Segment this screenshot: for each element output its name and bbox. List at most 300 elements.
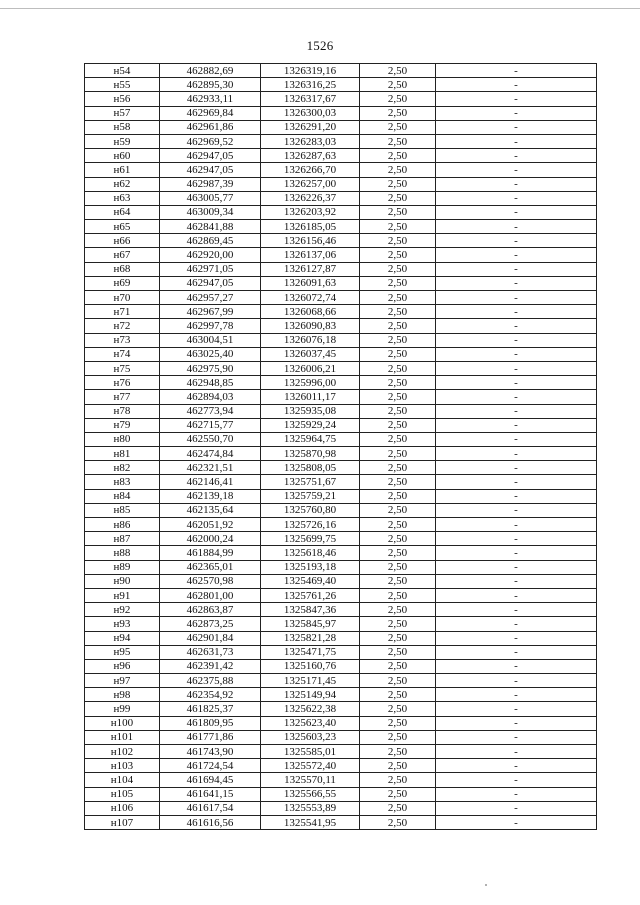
x-coordinate-cell: 462869,45 bbox=[160, 234, 261, 248]
description-cell: - bbox=[436, 191, 597, 205]
x-coordinate-cell: 461617,54 bbox=[160, 801, 261, 815]
accuracy-cell: 2,50 bbox=[360, 92, 436, 106]
accuracy-cell: 2,50 bbox=[360, 205, 436, 219]
description-cell: - bbox=[436, 659, 597, 673]
description-cell: - bbox=[436, 106, 597, 120]
x-coordinate-cell: 462987,39 bbox=[160, 177, 261, 191]
x-coordinate-cell: 462550,70 bbox=[160, 432, 261, 446]
point-id-cell: н82 bbox=[85, 461, 160, 475]
table-row bbox=[85, 220, 597, 234]
point-id-cell: н75 bbox=[85, 361, 160, 375]
y-coordinate-cell: 1325821,28 bbox=[261, 631, 360, 645]
coordinates-table bbox=[84, 63, 597, 830]
y-coordinate-cell: 1326266,70 bbox=[261, 163, 360, 177]
table-row bbox=[85, 702, 597, 716]
point-id-cell: н72 bbox=[85, 319, 160, 333]
x-coordinate-cell: 462895,30 bbox=[160, 78, 261, 92]
y-coordinate-cell: 1325171,45 bbox=[261, 674, 360, 688]
accuracy-cell: 2,50 bbox=[360, 518, 436, 532]
accuracy-cell: 2,50 bbox=[360, 78, 436, 92]
x-coordinate-cell: 462947,05 bbox=[160, 149, 261, 163]
x-coordinate-cell: 462894,03 bbox=[160, 390, 261, 404]
description-cell: - bbox=[436, 674, 597, 688]
y-coordinate-cell: 1326317,67 bbox=[261, 92, 360, 106]
point-id-cell: н60 bbox=[85, 149, 160, 163]
accuracy-cell: 2,50 bbox=[360, 659, 436, 673]
accuracy-cell: 2,50 bbox=[360, 603, 436, 617]
y-coordinate-cell: 1325759,21 bbox=[261, 489, 360, 503]
point-id-cell: н104 bbox=[85, 773, 160, 787]
accuracy-cell: 2,50 bbox=[360, 120, 436, 134]
description-cell: - bbox=[436, 248, 597, 262]
table-row bbox=[85, 461, 597, 475]
accuracy-cell: 2,50 bbox=[360, 347, 436, 361]
table-row bbox=[85, 787, 597, 801]
point-id-cell: н83 bbox=[85, 475, 160, 489]
table-row bbox=[85, 376, 597, 390]
table-row bbox=[85, 234, 597, 248]
point-id-cell: н57 bbox=[85, 106, 160, 120]
point-id-cell: н89 bbox=[85, 560, 160, 574]
description-cell: - bbox=[436, 447, 597, 461]
description-cell: - bbox=[436, 702, 597, 716]
point-id-cell: н103 bbox=[85, 759, 160, 773]
x-coordinate-cell: 462139,18 bbox=[160, 489, 261, 503]
accuracy-cell: 2,50 bbox=[360, 376, 436, 390]
point-id-cell: н71 bbox=[85, 305, 160, 319]
table-row bbox=[85, 106, 597, 120]
table-row bbox=[85, 503, 597, 517]
description-cell: - bbox=[436, 475, 597, 489]
accuracy-cell: 2,50 bbox=[360, 163, 436, 177]
x-coordinate-cell: 462715,77 bbox=[160, 418, 261, 432]
y-coordinate-cell: 1325808,05 bbox=[261, 461, 360, 475]
y-coordinate-cell: 1325935,08 bbox=[261, 404, 360, 418]
x-coordinate-cell: 462961,86 bbox=[160, 120, 261, 134]
accuracy-cell: 2,50 bbox=[360, 333, 436, 347]
y-coordinate-cell: 1326283,03 bbox=[261, 134, 360, 148]
y-coordinate-cell: 1325469,40 bbox=[261, 574, 360, 588]
table-row bbox=[85, 248, 597, 262]
x-coordinate-cell: 462631,73 bbox=[160, 645, 261, 659]
y-coordinate-cell: 1325622,38 bbox=[261, 702, 360, 716]
page-number: 1526 bbox=[306, 38, 334, 53]
x-coordinate-cell: 463004,51 bbox=[160, 333, 261, 347]
table-row bbox=[85, 532, 597, 546]
top-border-line bbox=[0, 8, 640, 9]
y-coordinate-cell: 1325870,98 bbox=[261, 447, 360, 461]
table-row bbox=[85, 801, 597, 815]
x-coordinate-cell: 463009,34 bbox=[160, 205, 261, 219]
table-row bbox=[85, 674, 597, 688]
y-coordinate-cell: 1325623,40 bbox=[261, 716, 360, 730]
point-id-cell: н84 bbox=[85, 489, 160, 503]
table-row bbox=[85, 319, 597, 333]
table-row bbox=[85, 688, 597, 702]
point-id-cell: н68 bbox=[85, 262, 160, 276]
y-coordinate-cell: 1325541,95 bbox=[261, 815, 360, 829]
accuracy-cell: 2,50 bbox=[360, 262, 436, 276]
description-cell: - bbox=[436, 787, 597, 801]
y-coordinate-cell: 1325699,75 bbox=[261, 532, 360, 546]
table-row bbox=[85, 177, 597, 191]
point-id-cell: н96 bbox=[85, 659, 160, 673]
description-cell: - bbox=[436, 631, 597, 645]
point-id-cell: н78 bbox=[85, 404, 160, 418]
y-coordinate-cell: 1326203,92 bbox=[261, 205, 360, 219]
y-coordinate-cell: 1326291,20 bbox=[261, 120, 360, 134]
description-cell: - bbox=[436, 489, 597, 503]
table-row bbox=[85, 659, 597, 673]
x-coordinate-cell: 461641,15 bbox=[160, 787, 261, 801]
x-coordinate-cell: 462947,05 bbox=[160, 276, 261, 290]
table-row bbox=[85, 447, 597, 461]
table-row bbox=[85, 546, 597, 560]
description-cell: - bbox=[436, 574, 597, 588]
point-id-cell: н54 bbox=[85, 64, 160, 78]
point-id-cell: н87 bbox=[85, 532, 160, 546]
description-cell: - bbox=[436, 177, 597, 191]
point-id-cell: н90 bbox=[85, 574, 160, 588]
y-coordinate-cell: 1325570,11 bbox=[261, 773, 360, 787]
y-coordinate-cell: 1325572,40 bbox=[261, 759, 360, 773]
description-cell: - bbox=[436, 404, 597, 418]
table-row bbox=[85, 305, 597, 319]
y-coordinate-cell: 1326226,37 bbox=[261, 191, 360, 205]
description-cell: - bbox=[436, 319, 597, 333]
table-row bbox=[85, 390, 597, 404]
table-row bbox=[85, 560, 597, 574]
x-coordinate-cell: 461743,90 bbox=[160, 745, 261, 759]
description-cell: - bbox=[436, 745, 597, 759]
y-coordinate-cell: 1326257,00 bbox=[261, 177, 360, 191]
x-coordinate-cell: 461809,95 bbox=[160, 716, 261, 730]
table-row bbox=[85, 361, 597, 375]
table-row bbox=[85, 475, 597, 489]
accuracy-cell: 2,50 bbox=[360, 815, 436, 829]
point-id-cell: н56 bbox=[85, 92, 160, 106]
description-cell: - bbox=[436, 759, 597, 773]
description-cell: - bbox=[436, 645, 597, 659]
y-coordinate-cell: 1326300,03 bbox=[261, 106, 360, 120]
point-id-cell: н97 bbox=[85, 674, 160, 688]
table-row bbox=[85, 617, 597, 631]
x-coordinate-cell: 461884,99 bbox=[160, 546, 261, 560]
accuracy-cell: 2,50 bbox=[360, 588, 436, 602]
accuracy-cell: 2,50 bbox=[360, 801, 436, 815]
table-row bbox=[85, 518, 597, 532]
x-coordinate-cell: 462321,51 bbox=[160, 461, 261, 475]
accuracy-cell: 2,50 bbox=[360, 475, 436, 489]
y-coordinate-cell: 1326011,17 bbox=[261, 390, 360, 404]
table-row bbox=[85, 291, 597, 305]
accuracy-cell: 2,50 bbox=[360, 305, 436, 319]
x-coordinate-cell: 461694,45 bbox=[160, 773, 261, 787]
point-id-cell: н101 bbox=[85, 730, 160, 744]
point-id-cell: н86 bbox=[85, 518, 160, 532]
point-id-cell: н80 bbox=[85, 432, 160, 446]
point-id-cell: н91 bbox=[85, 588, 160, 602]
table-row bbox=[85, 333, 597, 347]
point-id-cell: н62 bbox=[85, 177, 160, 191]
x-coordinate-cell: 462920,00 bbox=[160, 248, 261, 262]
x-coordinate-cell: 462863,87 bbox=[160, 603, 261, 617]
x-coordinate-cell: 462474,84 bbox=[160, 447, 261, 461]
table-row bbox=[85, 588, 597, 602]
point-id-cell: н98 bbox=[85, 688, 160, 702]
point-id-cell: н105 bbox=[85, 787, 160, 801]
accuracy-cell: 2,50 bbox=[360, 234, 436, 248]
y-coordinate-cell: 1325996,00 bbox=[261, 376, 360, 390]
table-row bbox=[85, 815, 597, 829]
x-coordinate-cell: 462570,98 bbox=[160, 574, 261, 588]
x-coordinate-cell: 462882,69 bbox=[160, 64, 261, 78]
table-row bbox=[85, 92, 597, 106]
accuracy-cell: 2,50 bbox=[360, 688, 436, 702]
description-cell: - bbox=[436, 730, 597, 744]
accuracy-cell: 2,50 bbox=[360, 787, 436, 801]
accuracy-cell: 2,50 bbox=[360, 674, 436, 688]
y-coordinate-cell: 1325149,94 bbox=[261, 688, 360, 702]
accuracy-cell: 2,50 bbox=[360, 291, 436, 305]
table-row bbox=[85, 432, 597, 446]
y-coordinate-cell: 1326185,05 bbox=[261, 220, 360, 234]
point-id-cell: н107 bbox=[85, 815, 160, 829]
x-coordinate-cell: 462873,25 bbox=[160, 617, 261, 631]
description-cell: - bbox=[436, 64, 597, 78]
x-coordinate-cell: 462841,88 bbox=[160, 220, 261, 234]
y-coordinate-cell: 1325566,55 bbox=[261, 787, 360, 801]
description-cell: - bbox=[436, 92, 597, 106]
description-cell: - bbox=[436, 588, 597, 602]
accuracy-cell: 2,50 bbox=[360, 390, 436, 404]
table-row bbox=[85, 716, 597, 730]
point-id-cell: н64 bbox=[85, 205, 160, 219]
table-row bbox=[85, 730, 597, 744]
description-cell: - bbox=[436, 163, 597, 177]
point-id-cell: н95 bbox=[85, 645, 160, 659]
x-coordinate-cell: 462354,92 bbox=[160, 688, 261, 702]
accuracy-cell: 2,50 bbox=[360, 461, 436, 475]
x-coordinate-cell: 462969,84 bbox=[160, 106, 261, 120]
description-cell: - bbox=[436, 716, 597, 730]
description-cell: - bbox=[436, 78, 597, 92]
table-row bbox=[85, 149, 597, 163]
point-id-cell: н73 bbox=[85, 333, 160, 347]
point-id-cell: н66 bbox=[85, 234, 160, 248]
point-id-cell: н106 bbox=[85, 801, 160, 815]
y-coordinate-cell: 1325585,01 bbox=[261, 745, 360, 759]
description-cell: - bbox=[436, 291, 597, 305]
description-cell: - bbox=[436, 432, 597, 446]
accuracy-cell: 2,50 bbox=[360, 560, 436, 574]
description-cell: - bbox=[436, 149, 597, 163]
description-cell: - bbox=[436, 560, 597, 574]
description-cell: - bbox=[436, 333, 597, 347]
description-cell: - bbox=[436, 276, 597, 290]
accuracy-cell: 2,50 bbox=[360, 702, 436, 716]
accuracy-cell: 2,50 bbox=[360, 574, 436, 588]
table-row bbox=[85, 418, 597, 432]
accuracy-cell: 2,50 bbox=[360, 276, 436, 290]
accuracy-cell: 2,50 bbox=[360, 191, 436, 205]
x-coordinate-cell: 461724,54 bbox=[160, 759, 261, 773]
accuracy-cell: 2,50 bbox=[360, 319, 436, 333]
y-coordinate-cell: 1325761,26 bbox=[261, 588, 360, 602]
y-coordinate-cell: 1326091,63 bbox=[261, 276, 360, 290]
point-id-cell: н69 bbox=[85, 276, 160, 290]
x-coordinate-cell: 463025,40 bbox=[160, 347, 261, 361]
accuracy-cell: 2,50 bbox=[360, 745, 436, 759]
description-cell: - bbox=[436, 361, 597, 375]
point-id-cell: н59 bbox=[85, 134, 160, 148]
description-cell: - bbox=[436, 688, 597, 702]
point-id-cell: н74 bbox=[85, 347, 160, 361]
x-coordinate-cell: 462773,94 bbox=[160, 404, 261, 418]
description-cell: - bbox=[436, 773, 597, 787]
point-id-cell: н102 bbox=[85, 745, 160, 759]
coordinates-table-body bbox=[85, 64, 597, 830]
point-id-cell: н88 bbox=[85, 546, 160, 560]
point-id-cell: н61 bbox=[85, 163, 160, 177]
description-cell: - bbox=[436, 617, 597, 631]
x-coordinate-cell: 462375,88 bbox=[160, 674, 261, 688]
description-cell: - bbox=[436, 390, 597, 404]
accuracy-cell: 2,50 bbox=[360, 716, 436, 730]
point-id-cell: н67 bbox=[85, 248, 160, 262]
accuracy-cell: 2,50 bbox=[360, 617, 436, 631]
point-id-cell: н76 bbox=[85, 376, 160, 390]
x-coordinate-cell: 461771,86 bbox=[160, 730, 261, 744]
accuracy-cell: 2,50 bbox=[360, 404, 436, 418]
x-coordinate-cell: 463005,77 bbox=[160, 191, 261, 205]
description-cell: - bbox=[436, 801, 597, 815]
x-coordinate-cell: 462957,27 bbox=[160, 291, 261, 305]
x-coordinate-cell: 462051,92 bbox=[160, 518, 261, 532]
description-cell: - bbox=[436, 347, 597, 361]
accuracy-cell: 2,50 bbox=[360, 418, 436, 432]
point-id-cell: н77 bbox=[85, 390, 160, 404]
y-coordinate-cell: 1325964,75 bbox=[261, 432, 360, 446]
accuracy-cell: 2,50 bbox=[360, 248, 436, 262]
x-coordinate-cell: 462969,52 bbox=[160, 134, 261, 148]
description-cell: - bbox=[436, 120, 597, 134]
table-row bbox=[85, 205, 597, 219]
accuracy-cell: 2,50 bbox=[360, 546, 436, 560]
accuracy-cell: 2,50 bbox=[360, 106, 436, 120]
accuracy-cell: 2,50 bbox=[360, 503, 436, 517]
point-id-cell: н85 bbox=[85, 503, 160, 517]
table-row bbox=[85, 404, 597, 418]
table-row bbox=[85, 645, 597, 659]
scan-speck bbox=[485, 884, 487, 886]
table-row bbox=[85, 745, 597, 759]
x-coordinate-cell: 462933,11 bbox=[160, 92, 261, 106]
description-cell: - bbox=[436, 205, 597, 219]
x-coordinate-cell: 462000,24 bbox=[160, 532, 261, 546]
y-coordinate-cell: 1325760,80 bbox=[261, 503, 360, 517]
accuracy-cell: 2,50 bbox=[360, 177, 436, 191]
y-coordinate-cell: 1326287,63 bbox=[261, 149, 360, 163]
accuracy-cell: 2,50 bbox=[360, 64, 436, 78]
point-id-cell: н79 bbox=[85, 418, 160, 432]
y-coordinate-cell: 1326076,18 bbox=[261, 333, 360, 347]
description-cell: - bbox=[436, 603, 597, 617]
y-coordinate-cell: 1326090,83 bbox=[261, 319, 360, 333]
point-id-cell: н100 bbox=[85, 716, 160, 730]
y-coordinate-cell: 1325160,76 bbox=[261, 659, 360, 673]
description-cell: - bbox=[436, 546, 597, 560]
point-id-cell: н94 bbox=[85, 631, 160, 645]
table-row bbox=[85, 163, 597, 177]
point-id-cell: н65 bbox=[85, 220, 160, 234]
y-coordinate-cell: 1326037,45 bbox=[261, 347, 360, 361]
x-coordinate-cell: 461825,37 bbox=[160, 702, 261, 716]
point-id-cell: н70 bbox=[85, 291, 160, 305]
x-coordinate-cell: 462967,99 bbox=[160, 305, 261, 319]
y-coordinate-cell: 1326127,87 bbox=[261, 262, 360, 276]
point-id-cell: н99 bbox=[85, 702, 160, 716]
description-cell: - bbox=[436, 305, 597, 319]
y-coordinate-cell: 1325193,18 bbox=[261, 560, 360, 574]
point-id-cell: н93 bbox=[85, 617, 160, 631]
description-cell: - bbox=[436, 262, 597, 276]
point-id-cell: н55 bbox=[85, 78, 160, 92]
description-cell: - bbox=[436, 503, 597, 517]
description-cell: - bbox=[436, 134, 597, 148]
table-row bbox=[85, 64, 597, 78]
table-row bbox=[85, 631, 597, 645]
accuracy-cell: 2,50 bbox=[360, 489, 436, 503]
table-row bbox=[85, 191, 597, 205]
accuracy-cell: 2,50 bbox=[360, 432, 436, 446]
y-coordinate-cell: 1325751,67 bbox=[261, 475, 360, 489]
accuracy-cell: 2,50 bbox=[360, 759, 436, 773]
accuracy-cell: 2,50 bbox=[360, 149, 436, 163]
table-row bbox=[85, 262, 597, 276]
table-row bbox=[85, 78, 597, 92]
x-coordinate-cell: 462135,64 bbox=[160, 503, 261, 517]
table-row bbox=[85, 120, 597, 134]
x-coordinate-cell: 462948,85 bbox=[160, 376, 261, 390]
y-coordinate-cell: 1325929,24 bbox=[261, 418, 360, 432]
x-coordinate-cell: 461616,56 bbox=[160, 815, 261, 829]
point-id-cell: н81 bbox=[85, 447, 160, 461]
x-coordinate-cell: 462947,05 bbox=[160, 163, 261, 177]
description-cell: - bbox=[436, 234, 597, 248]
accuracy-cell: 2,50 bbox=[360, 134, 436, 148]
y-coordinate-cell: 1325553,89 bbox=[261, 801, 360, 815]
y-coordinate-cell: 1326156,46 bbox=[261, 234, 360, 248]
x-coordinate-cell: 462997,78 bbox=[160, 319, 261, 333]
table-row bbox=[85, 574, 597, 588]
y-coordinate-cell: 1325471,75 bbox=[261, 645, 360, 659]
x-coordinate-cell: 462971,05 bbox=[160, 262, 261, 276]
accuracy-cell: 2,50 bbox=[360, 645, 436, 659]
y-coordinate-cell: 1325845,97 bbox=[261, 617, 360, 631]
accuracy-cell: 2,50 bbox=[360, 447, 436, 461]
point-id-cell: н92 bbox=[85, 603, 160, 617]
x-coordinate-cell: 462146,41 bbox=[160, 475, 261, 489]
point-id-cell: н63 bbox=[85, 191, 160, 205]
x-coordinate-cell: 462801,00 bbox=[160, 588, 261, 602]
accuracy-cell: 2,50 bbox=[360, 730, 436, 744]
table-row bbox=[85, 773, 597, 787]
table-row bbox=[85, 489, 597, 503]
x-coordinate-cell: 462975,90 bbox=[160, 361, 261, 375]
table-row bbox=[85, 759, 597, 773]
y-coordinate-cell: 1326006,21 bbox=[261, 361, 360, 375]
